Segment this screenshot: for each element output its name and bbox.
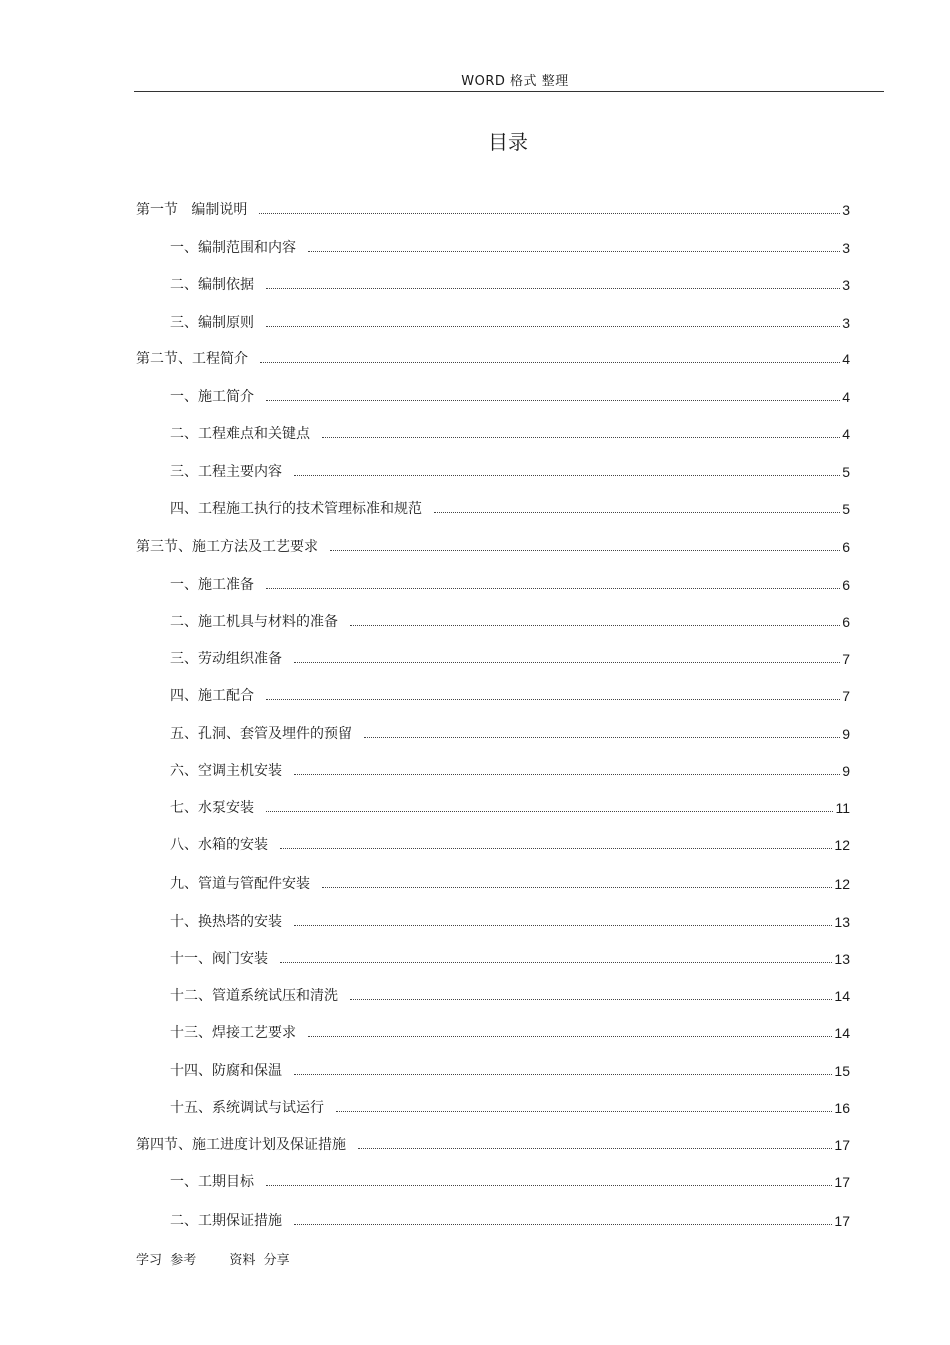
toc-entry[interactable] [170, 422, 850, 442]
toc-leader-dots [294, 475, 840, 476]
toc-entry-label: 八、水箱的安装 [170, 837, 268, 853]
toc-leader-dots [294, 662, 840, 663]
toc-leader-dots [358, 1148, 832, 1149]
toc-entry[interactable] [136, 535, 850, 555]
toc-leader-dots [294, 925, 832, 926]
toc-leader-dots [260, 362, 840, 363]
toc-leader-dots [308, 251, 840, 252]
toc-entry[interactable] [170, 273, 850, 293]
toc-entry[interactable] [170, 573, 850, 593]
toc-entry-label: 一、施工简介 [170, 389, 254, 405]
toc-entry-page: 13 [834, 914, 850, 930]
toc-entry-page: 17 [834, 1213, 850, 1229]
toc-leader-dots [266, 699, 840, 700]
toc-entry-label: 四、施工配合 [170, 688, 254, 704]
toc-entry-label: 一、编制范围和内容 [170, 240, 296, 256]
toc-entry[interactable] [170, 236, 850, 256]
toc-entry[interactable] [136, 1133, 850, 1153]
toc-entry[interactable] [170, 460, 850, 480]
toc-entry[interactable] [170, 833, 850, 853]
toc-entry[interactable] [170, 1209, 850, 1229]
toc-leader-dots [434, 512, 840, 513]
toc-leader-dots [266, 326, 840, 327]
toc-entry-page: 12 [834, 837, 850, 853]
toc-entry-page: 7 [842, 651, 850, 667]
toc-leader-dots [350, 625, 840, 626]
toc-title: 目录 [488, 130, 528, 154]
toc-entry-label: 三、劳动组织准备 [170, 651, 282, 667]
toc-entry[interactable] [170, 684, 850, 704]
toc-entry-label: 一、工期目标 [170, 1174, 254, 1190]
page-header: WORD 格式 整理 [461, 74, 569, 89]
toc-entry-label: 九、管道与管配件安装 [170, 876, 310, 892]
toc-entry-page: 5 [842, 464, 850, 480]
toc-entry-page: 3 [842, 202, 850, 218]
toc-entry[interactable] [136, 347, 850, 367]
toc-entry-page: 6 [842, 539, 850, 555]
toc-entry-page: 3 [842, 315, 850, 331]
toc-entry[interactable] [170, 910, 850, 930]
toc-entry-label: 第三节、施工方法及工艺要求 [136, 539, 318, 555]
toc-entry-label: 第一节 编制说明 [136, 202, 248, 218]
toc-leader-dots [308, 1036, 832, 1037]
toc-entry-label: 三、编制原则 [170, 315, 254, 331]
toc-entry-label: 第二节、工程简介 [136, 351, 248, 367]
toc-entry-label: 十一、阀门安装 [170, 951, 268, 967]
toc-entry-page: 11 [835, 800, 850, 816]
toc-entry-label: 六、空调主机安装 [170, 763, 282, 779]
toc-leader-dots [364, 737, 840, 738]
toc-entry-label: 十三、焊接工艺要求 [170, 1025, 296, 1041]
toc-entry[interactable] [170, 759, 850, 779]
toc-entry-page: 13 [834, 951, 850, 967]
toc-leader-dots [294, 1224, 832, 1225]
toc-entry-page: 5 [842, 501, 850, 517]
toc-entry-page: 14 [834, 1025, 850, 1041]
toc-entry-label: 一、施工准备 [170, 577, 254, 593]
toc-entry-label: 二、编制依据 [170, 277, 254, 293]
toc-entry-page: 9 [842, 726, 850, 742]
toc-entry-label: 五、孔洞、套管及埋件的预留 [170, 726, 352, 742]
toc-leader-dots [259, 213, 840, 214]
toc-leader-dots [266, 588, 840, 589]
toc-leader-dots [294, 774, 840, 775]
toc-leader-dots [322, 887, 832, 888]
toc-entry[interactable] [170, 984, 850, 1004]
toc-entry-page: 3 [842, 240, 850, 256]
toc-entry-label: 二、工期保证措施 [170, 1213, 282, 1229]
toc-entry-label: 二、工程难点和关键点 [170, 426, 310, 442]
toc-entry-label: 四、工程施工执行的技术管理标准和规范 [170, 501, 422, 517]
toc-entry-page: 9 [842, 763, 850, 779]
toc-leader-dots [280, 962, 832, 963]
toc-leader-dots [266, 811, 833, 812]
toc-leader-dots [336, 1111, 832, 1112]
toc-entry-page: 4 [842, 351, 850, 367]
toc-entry-label: 十、换热塔的安装 [170, 914, 282, 930]
toc-leader-dots [266, 1185, 832, 1186]
toc-entry-page: 4 [842, 389, 850, 405]
toc-entry[interactable] [170, 796, 850, 816]
toc-entry[interactable] [136, 198, 850, 218]
toc-entry[interactable] [170, 311, 850, 331]
toc-entry-page: 16 [834, 1100, 850, 1116]
toc-leader-dots [322, 437, 840, 438]
toc-leader-dots [266, 288, 840, 289]
toc-entry-label: 十五、系统调试与试运行 [170, 1100, 324, 1116]
toc-entry-page: 12 [834, 876, 850, 892]
toc-entry-label: 第四节、施工进度计划及保证措施 [136, 1137, 346, 1153]
toc-entry-page: 6 [842, 577, 850, 593]
toc-entry-page: 7 [842, 688, 850, 704]
page-footer: 学习 参考 资料 分享 [136, 1253, 290, 1268]
toc-entry[interactable] [170, 385, 850, 405]
toc-entry[interactable] [170, 947, 850, 967]
toc-entry-label: 十四、防腐和保温 [170, 1063, 282, 1079]
toc-leader-dots [350, 999, 832, 1000]
toc-entry[interactable] [170, 610, 850, 630]
toc-entry[interactable] [170, 647, 850, 667]
toc-entry-page: 17 [834, 1174, 850, 1190]
toc-entry-page: 4 [842, 426, 850, 442]
toc-entry[interactable] [170, 1059, 850, 1079]
toc-entry-label: 三、工程主要内容 [170, 464, 282, 480]
toc-leader-dots [280, 848, 832, 849]
toc-entry-label: 二、施工机具与材料的准备 [170, 614, 338, 630]
toc-leader-dots [294, 1074, 832, 1075]
toc-entry-page: 15 [834, 1063, 850, 1079]
toc-entry[interactable] [170, 497, 850, 517]
toc-entry-page: 3 [842, 277, 850, 293]
toc-entry-label: 十二、管道系统试压和清洗 [170, 988, 338, 1004]
toc-entry[interactable] [170, 1096, 850, 1116]
toc-leader-dots [266, 400, 840, 401]
toc-entry-page: 6 [842, 614, 850, 630]
toc-entry-page: 17 [834, 1137, 850, 1153]
toc-entry[interactable] [170, 722, 850, 742]
toc-leader-dots [330, 550, 840, 551]
toc-entry[interactable] [170, 1021, 850, 1041]
toc-entry[interactable] [170, 1170, 850, 1190]
toc-entry-page: 14 [834, 988, 850, 1004]
toc-entry-label: 七、水泵安装 [170, 800, 254, 816]
toc-entry[interactable] [170, 872, 850, 892]
